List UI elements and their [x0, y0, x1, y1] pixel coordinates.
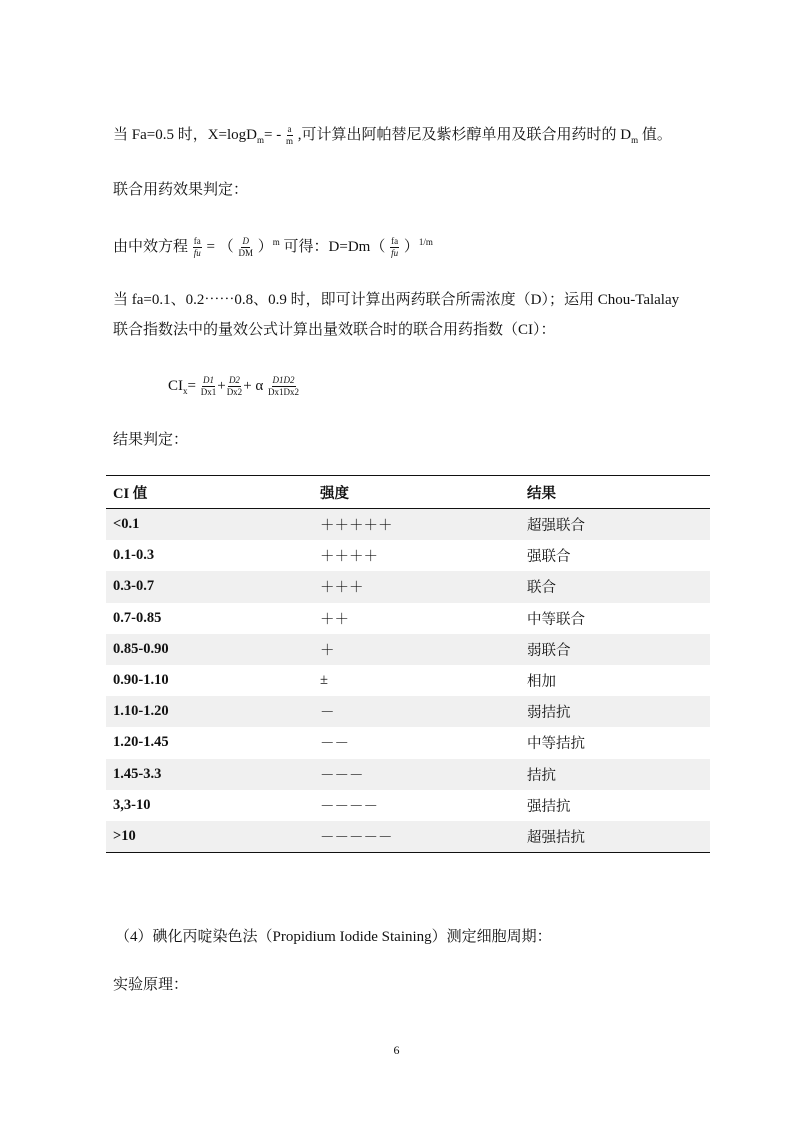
line3-mid: 可得：D=Dm（	[283, 239, 386, 255]
frac-num: D	[242, 236, 249, 247]
table-row	[106, 790, 710, 821]
result-value: 拮抗	[520, 759, 710, 790]
ci-eq: =	[187, 377, 196, 394]
fa-fu-fraction	[193, 236, 202, 259]
line1-sub: m	[257, 134, 265, 145]
result-value: 相加	[527, 674, 556, 691]
ci-value: 0.85-0.90	[106, 634, 313, 665]
line1-tail: 值。	[638, 126, 672, 143]
page-number: 6	[393, 1043, 400, 1057]
frac-num: fa	[391, 236, 399, 247]
strength-value: ±	[320, 672, 328, 689]
frac-num: fa	[193, 236, 201, 247]
strength-value: －－－－－	[313, 821, 520, 853]
result-value: 强拮抗	[527, 798, 571, 815]
strength-value: ＋	[313, 634, 520, 665]
d-dm-fraction	[238, 236, 253, 259]
section-heading-pi-staining: （4）碘化丙啶染色法（Propidium Iodide Staining）测定细胞周期：	[115, 929, 552, 945]
frac-num: D2	[228, 375, 240, 385]
table-row	[106, 571, 710, 602]
frac-den: m	[286, 136, 294, 146]
strength-value: ＋＋	[320, 611, 349, 628]
ci-value: 0.3-0.7	[106, 571, 313, 602]
frac-den: fu	[193, 248, 201, 259]
table-row	[106, 509, 710, 541]
fa-fu-fraction-2	[390, 236, 399, 259]
result-value: 超强拮抗	[520, 821, 710, 853]
header-ci: CI 值	[106, 476, 313, 509]
table-row	[106, 540, 710, 571]
result-value: 超强联合	[520, 509, 710, 541]
d1-dx1-fraction	[201, 375, 217, 398]
frac-den: Dx2	[226, 387, 243, 397]
result-value: 弱拮抗	[520, 696, 710, 727]
line3-close2: ）	[403, 239, 419, 255]
strength-value: －－	[320, 736, 349, 753]
ci-value: 0.7-0.85	[113, 609, 162, 626]
ci-plus: +	[217, 377, 226, 394]
result-value: 中等联合	[527, 611, 585, 628]
strength-value: －	[313, 696, 520, 727]
table-header-row	[106, 476, 710, 509]
line1-suffix: ,可计算出阿帕替尼及紫杉醇单用及联合用药时的 D	[297, 126, 632, 143]
ci-value: >10	[106, 821, 313, 853]
frac-num: D1	[202, 375, 214, 385]
strength-value: －－－	[313, 759, 520, 790]
ci-table	[106, 475, 710, 853]
ci-lead: CI	[168, 377, 183, 394]
strength-value: ＋＋＋＋	[320, 549, 378, 566]
dm-formula-line	[113, 124, 672, 150]
ci-plus-alpha: + α	[243, 377, 264, 394]
experiment-principle-label: 实验原理：	[113, 977, 189, 993]
calculation-text-line-1: 当 fa=0.1、0.2⋯⋯0.8、0.9 时，即可计算出两药联合所需浓度（D）；运用 Chou-Talalay	[113, 292, 680, 308]
ci-value: 1.20-1.45	[113, 734, 169, 751]
line3-prefix: 由中效方程	[113, 239, 189, 255]
frac-den: Dx1Dx2	[268, 387, 300, 397]
d1d2-fraction	[268, 375, 299, 398]
ci-value: 0.1-0.3	[113, 547, 155, 564]
table-row	[106, 665, 710, 696]
d2-dx2-fraction	[227, 375, 243, 398]
line3-close: ）	[257, 239, 273, 255]
table-row	[106, 727, 710, 758]
result-value: 联合	[520, 571, 710, 602]
frac-num: a	[287, 124, 292, 134]
ci-value: 0.90-1.10	[113, 672, 169, 689]
calculation-text-line-2: 联合指数法中的量效公式计算出量效联合时的联合用药指数（CI）：	[113, 322, 556, 338]
table-row	[106, 603, 710, 634]
frac-den: fu	[391, 248, 399, 259]
ci-value: 3,3-10	[113, 796, 151, 813]
table-row	[106, 634, 710, 665]
ci-formula	[168, 375, 300, 401]
result-value: 中等拮抗	[527, 736, 585, 753]
header-strength: 强度	[313, 476, 520, 509]
line1-eq: = -	[264, 126, 282, 143]
frac-den: Dx1	[200, 387, 217, 397]
strength-value: ＋＋＋	[313, 571, 520, 602]
ci-value: 1.45-3.3	[106, 759, 313, 790]
strength-value: ＋＋＋＋＋	[313, 509, 520, 541]
frac-den: DM	[238, 248, 253, 259]
table-row	[106, 696, 710, 727]
table-row	[106, 821, 710, 853]
ci-value: 1.10-1.20	[106, 696, 313, 727]
frac-num: D1D2	[272, 375, 295, 385]
line1-suffix-sub: m	[631, 134, 639, 145]
line3-sup: m	[272, 237, 280, 247]
line3-sup-exp: 1/m	[418, 237, 433, 247]
header-result: 结果	[520, 476, 710, 509]
ci-value: <0.1	[106, 509, 313, 541]
line1-prefix: 当 Fa=0.5 时，X=logD	[113, 126, 258, 143]
result-value: 强联合	[527, 549, 571, 566]
line3-eq: = （	[206, 239, 234, 255]
strength-value: －－－－	[320, 798, 378, 815]
a-over-m-fraction	[286, 124, 293, 147]
ci-lead-sub: x	[183, 385, 188, 396]
median-effect-equation-line	[113, 232, 433, 259]
table-row	[106, 759, 710, 790]
result-value: 弱联合	[520, 634, 710, 665]
result-judgement-label: 结果判定：	[113, 432, 189, 448]
combination-effect-heading: 联合用药效果判定：	[113, 182, 249, 198]
